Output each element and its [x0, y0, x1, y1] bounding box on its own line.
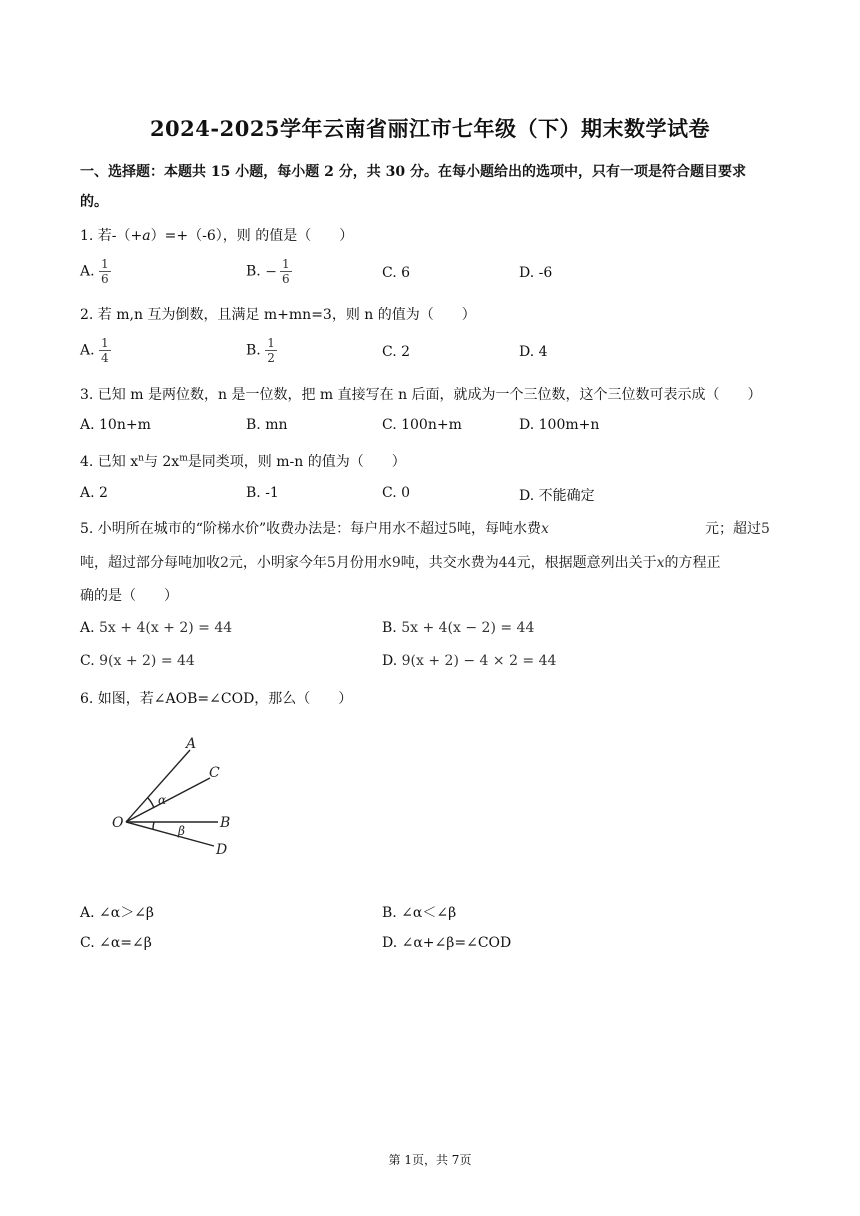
- question-4-stem: 4. 已知 $x^n$与 $2x^m$是同类项，则 m-n 的值为（ ）: [80, 453, 406, 470]
- label-d: D: [216, 842, 228, 858]
- question-5-line2: 吨，超过部分每吨加收2元，小明家今年5月份用水9吨，共交水费为44元，根据题意列出关于x的方程正: [80, 555, 721, 571]
- q4-option-c: C. 0: [382, 485, 411, 501]
- q4-option-a: A. 2: [80, 485, 108, 501]
- q2-option-a: A. $\frac{1}{4}$: [80, 336, 109, 365]
- question-5-line1: 5. 小明所在城市的“阶梯水价”收费办法是：每户用水不超过5吨，每吨水费x: [80, 521, 549, 537]
- exam-title: 2024-2025学年云南省丽江市七年级（下）期末数学试卷: [149, 116, 711, 141]
- q6-option-d: D. ∠α+∠β=∠COD: [382, 935, 512, 951]
- q2-option-c: C. 2: [382, 344, 411, 360]
- q5-option-b: B. 5x + 4(x − 2) = 44: [382, 620, 535, 636]
- fraction: $\frac{1}{6}$: [281, 257, 290, 286]
- q1-option-b: B. − $\frac{1}{6}$: [246, 257, 290, 286]
- q1-option-a: A. $\frac{1}{6}$: [80, 257, 109, 286]
- q5-option-a: A. 5x + 4(x + 2) = 44: [80, 620, 233, 636]
- question-5-line1-end: 元；超过5: [705, 521, 770, 537]
- question-1-stem: 1. 若-（+a）=+（-6），则 的值是（ ）: [80, 228, 354, 244]
- q1-option-d: D. -6: [519, 265, 553, 281]
- q2-option-d: D. 4: [519, 344, 548, 360]
- q6-option-a: A. ∠α＞∠β: [80, 905, 155, 921]
- q4-option-b: B. -1: [246, 485, 279, 501]
- label-beta: β: [178, 824, 185, 838]
- question-5-line3: 确的是（ ）: [80, 588, 178, 604]
- q5-option-c: C. 9(x + 2) = 44: [80, 653, 195, 669]
- label-a: A: [186, 736, 197, 752]
- section-heading-cont: 的。: [80, 194, 108, 210]
- angle-figure: [106, 728, 246, 860]
- fraction: $\frac{1}{4}$: [101, 336, 109, 365]
- question-3-stem: 3. 已知 m 是两位数，n 是一位数，把 m 直接写在 n 后面，就成为一个三位数，这个三位数可表示成（ ）: [80, 387, 762, 403]
- q6-option-c: C. ∠α=∠β: [80, 935, 152, 951]
- ray-oc: [126, 778, 210, 822]
- ray-od: [126, 822, 214, 846]
- label-c: C: [209, 765, 220, 781]
- q5-option-d: D. 9(x + 2) − 4 × 2 = 44: [382, 653, 557, 669]
- question-2-stem: 2. 若 m,n 互为倒数，且满足 m+mn=3，则 n 的值为（ ）: [80, 307, 476, 323]
- ray-oa: [126, 750, 190, 822]
- arc-beta: [153, 822, 154, 829]
- q2-option-b: B. $\frac{1}{2}$: [246, 336, 275, 365]
- q3-option-d: D. 100m+n: [519, 417, 600, 433]
- q1-option-c: C. 6: [382, 265, 411, 281]
- arc-alpha: [148, 798, 154, 808]
- section-heading: 一、选择题：本题共 15 小题，每小题 2 分，共 30 分。在每小题给出的选项中，只有一项是符合题目要求: [80, 164, 746, 180]
- page-footer: 第 1页，共 7页: [388, 1153, 472, 1167]
- label-b: B: [220, 815, 231, 831]
- q3-option-b: B. mn: [246, 417, 288, 433]
- label-alpha: α: [158, 793, 167, 807]
- q3-option-c: C. 100n+m: [382, 417, 462, 433]
- question-6-stem: 6. 如图，若∠AOB=∠COD，那么（ ）: [80, 691, 353, 707]
- fraction: $\frac{1}{6}$: [101, 257, 109, 286]
- label-o: O: [112, 815, 124, 831]
- q4-option-d: D. 不能确定: [519, 488, 595, 504]
- q6-option-b: B. ∠α＜∠β: [382, 905, 457, 921]
- fraction: $\frac{1}{2}$: [267, 336, 275, 365]
- q3-option-a: A. 10n+m: [80, 417, 151, 433]
